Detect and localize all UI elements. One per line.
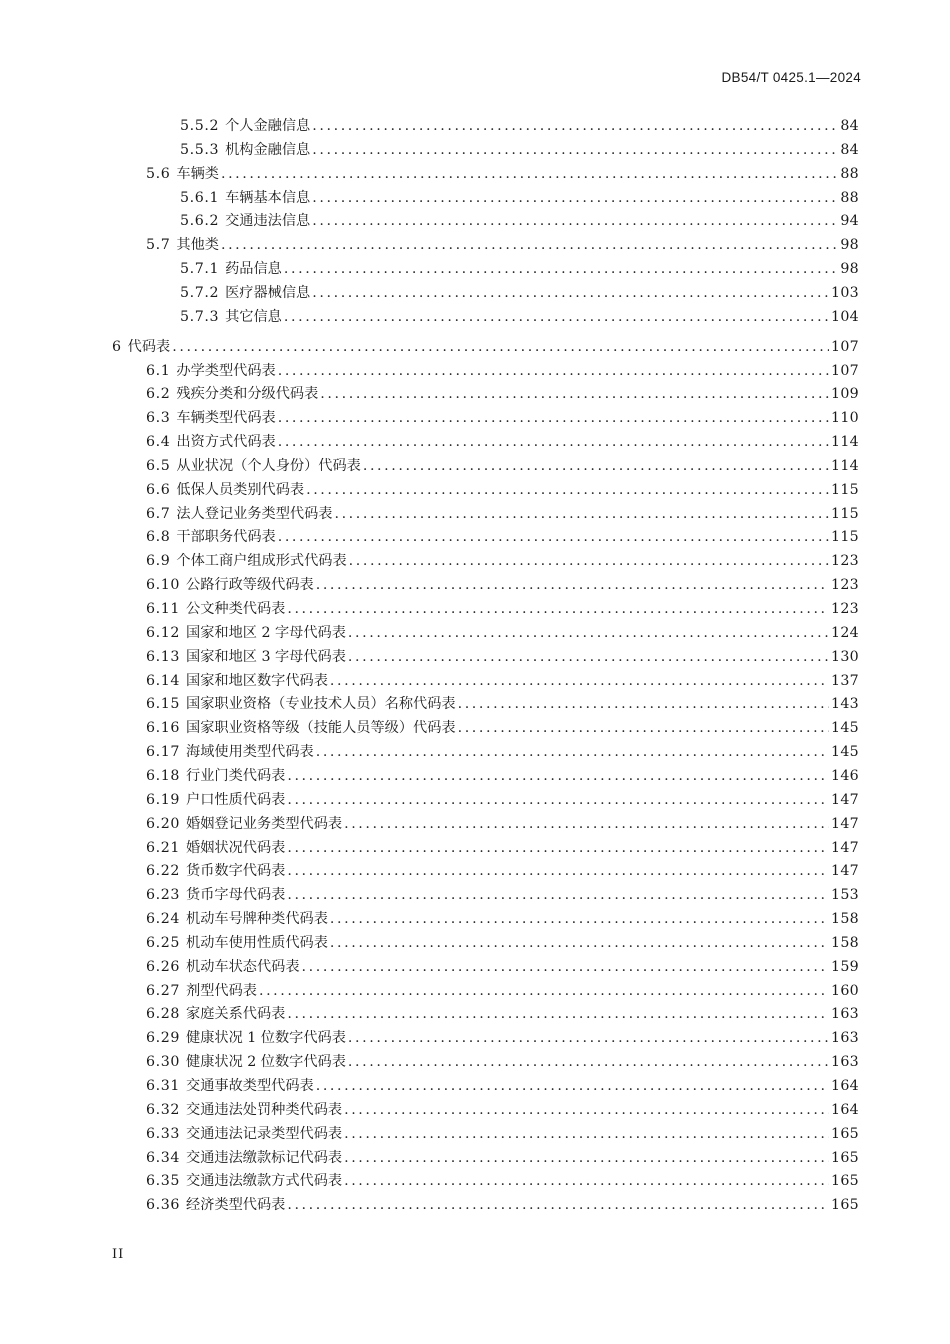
toc-entry-page-number: 145 bbox=[831, 720, 859, 736]
toc-dot-leader bbox=[312, 116, 838, 136]
toc-entry-title: 剂型代码表 bbox=[186, 983, 257, 999]
toc-entry-number: 6.19 bbox=[146, 792, 180, 808]
toc-entry-page-number: 123 bbox=[831, 577, 859, 593]
toc-entry-title: 出资方式代码表 bbox=[176, 434, 276, 450]
toc-entry-title: 代码表 bbox=[127, 339, 171, 355]
toc-entry-page-number: 115 bbox=[831, 482, 859, 498]
toc-dot-leader bbox=[287, 1195, 829, 1215]
toc-entry-number: 6.16 bbox=[146, 720, 180, 736]
toc-entry-page-number: 163 bbox=[831, 1030, 859, 1046]
toc-dot-leader bbox=[312, 283, 829, 303]
toc-entry-page-number: 98 bbox=[840, 261, 859, 277]
toc-entry[interactable] bbox=[146, 235, 859, 255]
toc-entry-page-number: 115 bbox=[831, 506, 859, 522]
toc-entry-number: 6.10 bbox=[146, 577, 180, 593]
toc-entry-number: 6.1 bbox=[146, 363, 171, 379]
toc-dot-leader bbox=[287, 599, 829, 619]
toc-entry-title: 婚姻状况代码表 bbox=[186, 840, 286, 856]
toc-entry-page-number: 147 bbox=[831, 816, 859, 832]
toc-dot-leader bbox=[330, 671, 829, 691]
toc-entry[interactable] bbox=[146, 408, 859, 428]
toc-entry-page-number: 110 bbox=[831, 410, 859, 426]
toc-entry[interactable] bbox=[146, 623, 859, 643]
toc-entry-page-number: 165 bbox=[831, 1126, 859, 1142]
toc-dot-leader bbox=[287, 838, 829, 858]
toc-entry-page-number: 114 bbox=[831, 434, 859, 450]
toc-entry[interactable] bbox=[112, 337, 859, 357]
toc-entry-number: 6.31 bbox=[146, 1078, 180, 1094]
toc-entry-title: 婚姻登记业务类型代码表 bbox=[186, 816, 343, 832]
toc-entry[interactable] bbox=[180, 283, 859, 303]
toc-entry[interactable] bbox=[146, 647, 859, 667]
toc-dot-leader bbox=[287, 790, 829, 810]
toc-entry[interactable] bbox=[146, 981, 859, 1001]
toc-entry-title: 干部职务代码表 bbox=[176, 529, 276, 545]
toc-entry[interactable] bbox=[146, 909, 859, 929]
toc-entry-number: 6.17 bbox=[146, 744, 180, 760]
document-number-header: DB54/T 0425.1—2024 bbox=[721, 70, 861, 85]
toc-dot-leader bbox=[278, 361, 829, 381]
toc-entry-title: 交通违法信息 bbox=[225, 213, 311, 229]
toc-entry-number: 5.6 bbox=[146, 166, 171, 182]
toc-entry-number: 6.3 bbox=[146, 410, 171, 426]
toc-entry-page-number: 123 bbox=[831, 553, 859, 569]
toc-entry-title: 从业状况（个人身份）代码表 bbox=[176, 458, 361, 474]
toc-entry[interactable] bbox=[146, 361, 859, 381]
toc-entry-title: 个人金融信息 bbox=[225, 118, 311, 134]
toc-dot-leader bbox=[259, 981, 829, 1001]
toc-entry-page-number: 165 bbox=[831, 1173, 859, 1189]
toc-entry[interactable] bbox=[146, 504, 859, 524]
toc-entry-number: 6.18 bbox=[146, 768, 180, 784]
toc-entry-number: 6.26 bbox=[146, 959, 180, 975]
toc-entry-number: 6.22 bbox=[146, 863, 180, 879]
toc-entry-page-number: 153 bbox=[831, 887, 859, 903]
toc-entry-page-number: 84 bbox=[840, 118, 859, 134]
toc-entry-page-number: 107 bbox=[831, 363, 859, 379]
toc-entry-title: 国家和地区 3 字母代码表 bbox=[186, 649, 346, 665]
toc-dot-leader bbox=[306, 480, 829, 500]
toc-dot-leader bbox=[458, 694, 829, 714]
toc-entry-number: 5.7 bbox=[146, 237, 171, 253]
toc-entry-page-number: 109 bbox=[831, 386, 859, 402]
toc-entry-page-number: 115 bbox=[831, 529, 859, 545]
toc-entry[interactable] bbox=[146, 1195, 859, 1215]
toc-entry[interactable] bbox=[146, 1028, 859, 1048]
toc-entry-title: 交通违法记录类型代码表 bbox=[186, 1126, 343, 1142]
toc-entry-title: 机动车使用性质代码表 bbox=[186, 935, 328, 951]
toc-entry-page-number: 145 bbox=[831, 744, 859, 760]
toc-entry-title: 法人登记业务类型代码表 bbox=[176, 506, 333, 522]
toc-entry-page-number: 165 bbox=[831, 1150, 859, 1166]
toc-entry[interactable] bbox=[146, 1076, 859, 1096]
toc-entry-number: 6.9 bbox=[146, 553, 171, 569]
toc-dot-leader bbox=[316, 575, 829, 595]
toc-dot-leader bbox=[348, 623, 829, 643]
toc-entry[interactable] bbox=[180, 307, 859, 327]
toc-entry-title: 机动车号牌种类代码表 bbox=[186, 911, 328, 927]
toc-entry-page-number: 147 bbox=[831, 792, 859, 808]
toc-entry-title: 交通事故类型代码表 bbox=[186, 1078, 314, 1094]
toc-entry[interactable] bbox=[146, 694, 859, 714]
toc-entry-title: 医疗器械信息 bbox=[225, 285, 311, 301]
toc-entry-number: 6.30 bbox=[146, 1054, 180, 1070]
toc-entry-page-number: 124 bbox=[831, 625, 859, 641]
toc-dot-leader bbox=[330, 933, 829, 953]
toc-entry[interactable] bbox=[146, 384, 859, 404]
toc-entry-title: 其他类 bbox=[176, 237, 219, 253]
toc-entry-title: 货币数字代码表 bbox=[186, 863, 286, 879]
toc-entry-title: 健康状况 1 位数字代码表 bbox=[186, 1030, 346, 1046]
toc-entry[interactable] bbox=[146, 957, 859, 977]
toc-entry-page-number: 165 bbox=[831, 1197, 859, 1213]
toc-entry-page-number: 143 bbox=[831, 696, 859, 712]
toc-dot-leader bbox=[344, 814, 829, 834]
toc-entry-page-number: 147 bbox=[831, 863, 859, 879]
toc-entry[interactable] bbox=[146, 790, 859, 810]
toc-entry-title: 公文种类代码表 bbox=[186, 601, 286, 617]
toc-entry-title: 残疾分类和分级代码表 bbox=[176, 386, 319, 402]
toc-entry-page-number: 130 bbox=[831, 649, 859, 665]
toc-dot-leader bbox=[320, 384, 829, 404]
toc-entry-title: 货币字母代码表 bbox=[186, 887, 286, 903]
toc-entry[interactable] bbox=[180, 116, 859, 136]
toc-entry[interactable] bbox=[146, 933, 859, 953]
toc-entry-number: 5.5.3 bbox=[180, 142, 220, 158]
toc-entry-title: 交通违法处罚种类代码表 bbox=[186, 1102, 343, 1118]
toc-dot-leader bbox=[349, 551, 829, 571]
toc-entry-number: 6.5 bbox=[146, 458, 171, 474]
toc-dot-leader bbox=[348, 647, 829, 667]
toc-entry-title: 机动车状态代码表 bbox=[186, 959, 300, 975]
header-rule bbox=[112, 95, 861, 96]
toc-entry-title: 行业门类代码表 bbox=[186, 768, 286, 784]
toc-entry[interactable] bbox=[146, 718, 859, 738]
toc-entry-number: 6.29 bbox=[146, 1030, 180, 1046]
toc-entry-title: 药品信息 bbox=[225, 261, 282, 277]
toc-entry[interactable] bbox=[180, 140, 859, 160]
toc-entry-page-number: 114 bbox=[831, 458, 859, 474]
toc-dot-leader bbox=[330, 909, 829, 929]
toc-entry[interactable] bbox=[146, 456, 859, 476]
toc-dot-leader bbox=[284, 259, 838, 279]
toc-entry[interactable] bbox=[146, 1052, 859, 1072]
toc-entry-page-number: 84 bbox=[840, 142, 859, 158]
toc-entry[interactable] bbox=[146, 164, 859, 184]
toc-entry-page-number: 137 bbox=[831, 673, 859, 689]
toc-entry-page-number: 98 bbox=[840, 237, 859, 253]
toc-entry-number: 6.35 bbox=[146, 1173, 180, 1189]
toc-entry-page-number: 88 bbox=[840, 166, 859, 182]
toc-entry-number: 6.24 bbox=[146, 911, 180, 927]
toc-entry-title: 个体工商户组成形式代码表 bbox=[176, 553, 347, 569]
toc-entry[interactable] bbox=[146, 527, 859, 547]
toc-entry-page-number: 159 bbox=[831, 959, 859, 975]
toc-entry-number: 6.14 bbox=[146, 673, 180, 689]
toc-entry-page-number: 158 bbox=[831, 935, 859, 951]
toc-entry-page-number: 164 bbox=[831, 1078, 859, 1094]
toc-dot-leader bbox=[278, 408, 829, 428]
toc-entry-number: 6.2 bbox=[146, 386, 171, 402]
toc-entry[interactable] bbox=[146, 1171, 859, 1191]
toc-dot-leader bbox=[284, 307, 829, 327]
toc-entry[interactable] bbox=[146, 861, 859, 881]
toc-entry-number: 6.34 bbox=[146, 1150, 180, 1166]
toc-entry-title: 国家职业资格（专业技术人员）名称代码表 bbox=[186, 696, 456, 712]
toc-entry-title: 户口性质代码表 bbox=[186, 792, 286, 808]
toc-entry-number: 6.4 bbox=[146, 434, 171, 450]
toc-entry-number: 6.12 bbox=[146, 625, 180, 641]
toc-entry[interactable] bbox=[146, 838, 859, 858]
toc-entry[interactable] bbox=[146, 885, 859, 905]
toc-dot-leader bbox=[287, 766, 829, 786]
toc-entry-title: 交通违法缴款方式代码表 bbox=[186, 1173, 343, 1189]
toc-entry-title: 国家职业资格等级（技能人员等级）代码表 bbox=[186, 720, 456, 736]
toc-entry-number: 5.6.1 bbox=[180, 190, 220, 206]
toc-entry-page-number: 163 bbox=[831, 1006, 859, 1022]
toc-entry-number: 6.25 bbox=[146, 935, 180, 951]
toc-dot-leader bbox=[221, 164, 838, 184]
toc-dot-leader bbox=[312, 188, 838, 208]
toc-entry-title: 健康状况 2 位数字代码表 bbox=[186, 1054, 346, 1070]
toc-entry-page-number: 94 bbox=[840, 213, 859, 229]
toc-entry-page-number: 164 bbox=[831, 1102, 859, 1118]
toc-entry-title: 车辆基本信息 bbox=[225, 190, 311, 206]
toc-entry-title: 其它信息 bbox=[225, 309, 282, 325]
toc-dot-leader bbox=[287, 1004, 829, 1024]
page-number-footer: II bbox=[112, 1247, 125, 1262]
toc-entry-number: 5.7.1 bbox=[180, 261, 220, 277]
toc-entry-title: 机构金融信息 bbox=[225, 142, 311, 158]
toc-entry-page-number: 103 bbox=[831, 285, 859, 301]
toc-entry-title: 低保人员类别代码表 bbox=[176, 482, 305, 498]
toc-entry-page-number: 163 bbox=[831, 1054, 859, 1070]
toc-entry-number: 6 bbox=[112, 339, 122, 355]
toc-entry-page-number: 123 bbox=[831, 601, 859, 617]
toc-entry-number: 6.7 bbox=[146, 506, 171, 522]
toc-dot-leader bbox=[344, 1171, 829, 1191]
toc-entry-number: 6.32 bbox=[146, 1102, 180, 1118]
toc-entry-title: 海域使用类型代码表 bbox=[186, 744, 314, 760]
toc-entry[interactable] bbox=[180, 211, 859, 231]
toc-dot-leader bbox=[278, 527, 829, 547]
toc-entry-page-number: 147 bbox=[831, 840, 859, 856]
toc-entry[interactable] bbox=[146, 742, 859, 762]
toc-entry[interactable] bbox=[146, 1004, 859, 1024]
toc-entry-title: 国家和地区数字代码表 bbox=[186, 673, 328, 689]
toc-entry[interactable] bbox=[180, 188, 859, 208]
toc-dot-leader bbox=[172, 337, 829, 357]
toc-entry-number: 6.20 bbox=[146, 816, 180, 832]
toc-entry-title: 经济类型代码表 bbox=[186, 1197, 286, 1213]
toc-dot-leader bbox=[287, 885, 829, 905]
toc-entry-title: 国家和地区 2 字母代码表 bbox=[186, 625, 346, 641]
toc-dot-leader bbox=[278, 432, 829, 452]
toc-entry-title: 办学类型代码表 bbox=[176, 363, 276, 379]
toc-dot-leader bbox=[312, 140, 838, 160]
toc-entry[interactable] bbox=[146, 671, 859, 691]
toc-entry-page-number: 160 bbox=[831, 983, 859, 999]
toc-dot-leader bbox=[348, 1028, 829, 1048]
toc-dot-leader bbox=[312, 211, 838, 231]
toc-dot-leader bbox=[458, 718, 829, 738]
toc-dot-leader bbox=[344, 1100, 829, 1120]
toc-entry[interactable] bbox=[146, 599, 859, 619]
toc-dot-leader bbox=[344, 1148, 829, 1168]
toc-dot-leader bbox=[344, 1124, 829, 1144]
toc-dot-leader bbox=[287, 861, 829, 881]
toc-entry-number: 6.6 bbox=[146, 482, 171, 498]
toc-dot-leader bbox=[302, 957, 830, 977]
toc-dot-leader bbox=[334, 504, 829, 524]
toc-entry-number: 6.33 bbox=[146, 1126, 180, 1142]
toc-entry-page-number: 88 bbox=[840, 190, 859, 206]
toc-dot-leader bbox=[316, 742, 829, 762]
toc-entry[interactable] bbox=[146, 432, 859, 452]
toc-entry-number: 6.36 bbox=[146, 1197, 180, 1213]
toc-entry[interactable] bbox=[146, 1124, 859, 1144]
toc-entry-title: 车辆类型代码表 bbox=[176, 410, 276, 426]
toc-entry-page-number: 104 bbox=[831, 309, 859, 325]
toc-entry-title: 交通违法缴款标记代码表 bbox=[186, 1150, 343, 1166]
toc-entry-number: 5.7.2 bbox=[180, 285, 220, 301]
toc-entry-number: 5.5.2 bbox=[180, 118, 220, 134]
toc-entry-page-number: 146 bbox=[831, 768, 859, 784]
toc-entry[interactable] bbox=[146, 766, 859, 786]
toc-entry-title: 公路行政等级代码表 bbox=[186, 577, 314, 593]
toc-entry-title: 家庭关系代码表 bbox=[186, 1006, 286, 1022]
toc-entry[interactable] bbox=[180, 259, 859, 279]
toc-entry[interactable] bbox=[146, 1148, 859, 1168]
toc-dot-leader bbox=[316, 1076, 829, 1096]
toc-entry[interactable] bbox=[146, 1100, 859, 1120]
toc-entry-number: 5.6.2 bbox=[180, 213, 220, 229]
toc-entry[interactable] bbox=[146, 480, 859, 500]
toc-entry[interactable] bbox=[146, 575, 859, 595]
toc-entry-number: 6.8 bbox=[146, 529, 171, 545]
toc-entry[interactable] bbox=[146, 814, 859, 834]
toc-entry-number: 6.27 bbox=[146, 983, 180, 999]
toc-dot-leader bbox=[221, 235, 838, 255]
toc-entry[interactable] bbox=[146, 551, 859, 571]
toc-entry-number: 6.11 bbox=[146, 601, 180, 617]
toc-entry-number: 5.7.3 bbox=[180, 309, 220, 325]
toc-dot-leader bbox=[363, 456, 829, 476]
toc-entry-number: 6.15 bbox=[146, 696, 180, 712]
toc-entry-number: 6.23 bbox=[146, 887, 180, 903]
toc-dot-leader bbox=[348, 1052, 829, 1072]
toc-entry-number: 6.13 bbox=[146, 649, 180, 665]
toc-entry-number: 6.21 bbox=[146, 840, 180, 856]
toc-entry-page-number: 158 bbox=[831, 911, 859, 927]
toc-entry-title: 车辆类 bbox=[176, 166, 219, 182]
toc-entry-number: 6.28 bbox=[146, 1006, 180, 1022]
toc-entry-page-number: 107 bbox=[831, 339, 859, 355]
